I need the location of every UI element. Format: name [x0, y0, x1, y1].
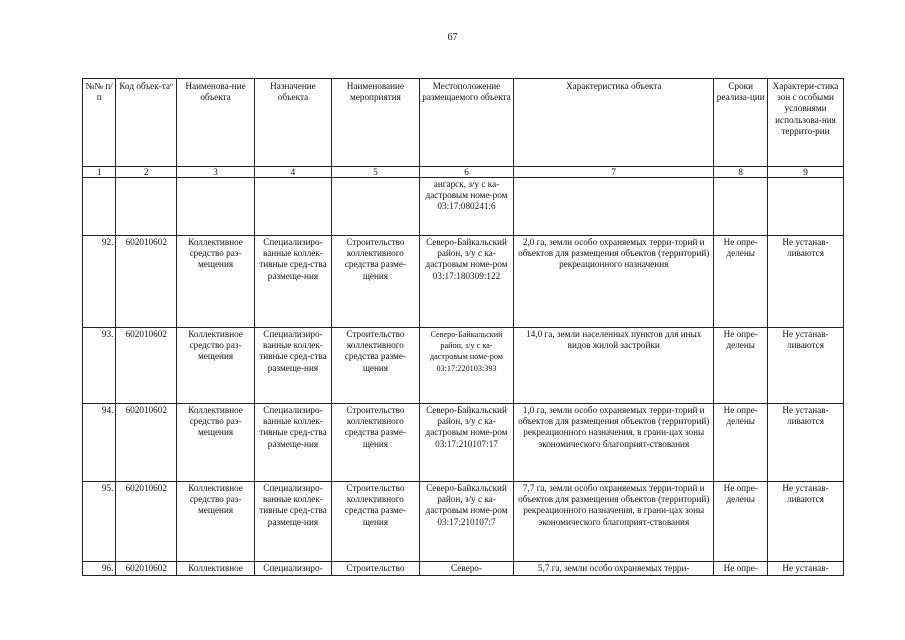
- row-code: 602010602: [116, 404, 177, 482]
- column-number: 7: [514, 167, 714, 178]
- row-zone: Не устанав-: [768, 562, 844, 576]
- row-characteristic: 14,0 га, земли населенных пунктов для иных видов жилой застройки: [514, 328, 714, 404]
- row-location: Северо-Байкальский район, з/у с ка-дастровым номе-ром 03:17:220103:393: [419, 328, 513, 404]
- row-purpose: [255, 178, 332, 236]
- row-purpose: Специализиро-ванные коллек-тивные сред-ства размеще-ния: [255, 328, 332, 404]
- header-action: Наименование мероприятия: [331, 79, 419, 167]
- column-number: 9: [768, 167, 844, 178]
- row-location: Северо-Байкальский район, з/у с ка-дастровым номе-ром 03:17:210107:17: [419, 404, 513, 482]
- row-location: ангарск, з/у с ка-дастровым номе-ром 03:17:080241:6: [419, 178, 513, 236]
- header-code: Код объек-та⁶: [116, 79, 177, 167]
- header-term: Сроки реализа-ции: [714, 79, 768, 167]
- table-row: [83, 178, 844, 236]
- header-num: №№ п/п: [83, 79, 116, 167]
- row-characteristic: 1,0 га, земли особо охраняемых терри-торий и объектов для размещения объектов (территорий) рекреационного назначения, в грани-цах зоны экономического благоприят-ствования: [514, 404, 714, 482]
- row-action: [331, 178, 419, 236]
- header-row: [83, 79, 844, 167]
- row-purpose: Специализиро-: [255, 562, 332, 576]
- header-purpose: Назначение объекта: [255, 79, 332, 167]
- row-term: Не опре-делены: [714, 328, 768, 404]
- row-name: Коллективное средство раз-мещения: [177, 404, 255, 482]
- table-row: [83, 562, 844, 576]
- row-num: 95.: [83, 482, 116, 562]
- table-row: [83, 236, 844, 328]
- row-characteristic: 7,7 га, земли особо охраняемых терри-торий и объектов для размещения объектов (территорий) рекреационного назначения, в грани-цах зоны экономического благоприят-ствования: [514, 482, 714, 562]
- row-name: Коллективное средство раз-мещения: [177, 482, 255, 562]
- row-name: Коллективное: [177, 562, 255, 576]
- header-location: Местоположение размещаемого объекта: [419, 79, 513, 167]
- table-row: [83, 482, 844, 562]
- column-number: 1: [83, 167, 116, 178]
- row-action: Строительство: [331, 562, 419, 576]
- row-name: Коллективное средство раз-мещения: [177, 328, 255, 404]
- row-characteristic: [514, 178, 714, 236]
- column-number: 3: [177, 167, 255, 178]
- row-action: Строительство коллективного средства разме-щения: [331, 328, 419, 404]
- row-code: 602010602: [116, 562, 177, 576]
- row-characteristic: 5,7 га, земли особо охраняемых терри-: [514, 562, 714, 576]
- row-zone: Не устанав-ливаются: [768, 482, 844, 562]
- row-num: 93.: [83, 328, 116, 404]
- row-action: Строительство коллективного средства разме-щения: [331, 404, 419, 482]
- row-term: Не опре-делены: [714, 482, 768, 562]
- column-number: 8: [714, 167, 768, 178]
- row-zone: Не устанав-ливаются: [768, 328, 844, 404]
- row-term: Не опре-делены: [714, 404, 768, 482]
- row-name: [177, 178, 255, 236]
- row-term: Не опре-: [714, 562, 768, 576]
- header-zone: Характери-стика зон с особыми условиями использова-ния террито-рии: [768, 79, 844, 167]
- column-number: 6: [419, 167, 513, 178]
- row-action: Строительство коллективного средства разме-щения: [331, 482, 419, 562]
- row-name: Коллективное средство раз-мещения: [177, 236, 255, 328]
- row-location: Северо-: [419, 562, 513, 576]
- row-purpose: Специализиро-ванные коллек-тивные сред-ства размеще-ния: [255, 404, 332, 482]
- row-code: [116, 178, 177, 236]
- row-num: 94.: [83, 404, 116, 482]
- row-purpose: Специализиро-ванные коллек-тивные сред-ства размеще-ния: [255, 482, 332, 562]
- row-characteristic: 2,0 га, земли особо охраняемых терри-торий и объектов для размещения объектов (территорий) рекреационного назначения: [514, 236, 714, 328]
- row-purpose: Специализиро-ванные коллек-тивные сред-ства размеще-ния: [255, 236, 332, 328]
- row-num: [83, 178, 116, 236]
- page-number: 67: [447, 32, 458, 43]
- row-num: 96.: [83, 562, 116, 576]
- row-location: Северо-Байкальский район, з/у с ка-дастровым номе-ром 03:17:210107:7: [419, 482, 513, 562]
- row-action: Строительство коллективного средства разме-щения: [331, 236, 419, 328]
- column-number: 5: [331, 167, 419, 178]
- header-characteristic: Характеристика объекта: [514, 79, 714, 167]
- column-number: 2: [116, 167, 177, 178]
- table-row: [83, 404, 844, 482]
- table-row: [83, 328, 844, 404]
- row-location: Северо-Байкальский район, з/у с ка-дастровым номе-ром 03:17:180309:122: [419, 236, 513, 328]
- row-code: 602010602: [116, 328, 177, 404]
- column-number-row: [83, 167, 844, 178]
- row-num: 92.: [83, 236, 116, 328]
- row-term: Не опре-делены: [714, 236, 768, 328]
- row-code: 602010602: [116, 236, 177, 328]
- column-number: 4: [255, 167, 332, 178]
- row-zone: Не устанав-ливаются: [768, 236, 844, 328]
- header-name: Наименова-ние объекта: [177, 79, 255, 167]
- row-term: [714, 178, 768, 236]
- row-zone: Не устанав-ливаются: [768, 404, 844, 482]
- objects-table: [82, 78, 844, 576]
- row-zone: [768, 178, 844, 236]
- row-code: 602010602: [116, 482, 177, 562]
